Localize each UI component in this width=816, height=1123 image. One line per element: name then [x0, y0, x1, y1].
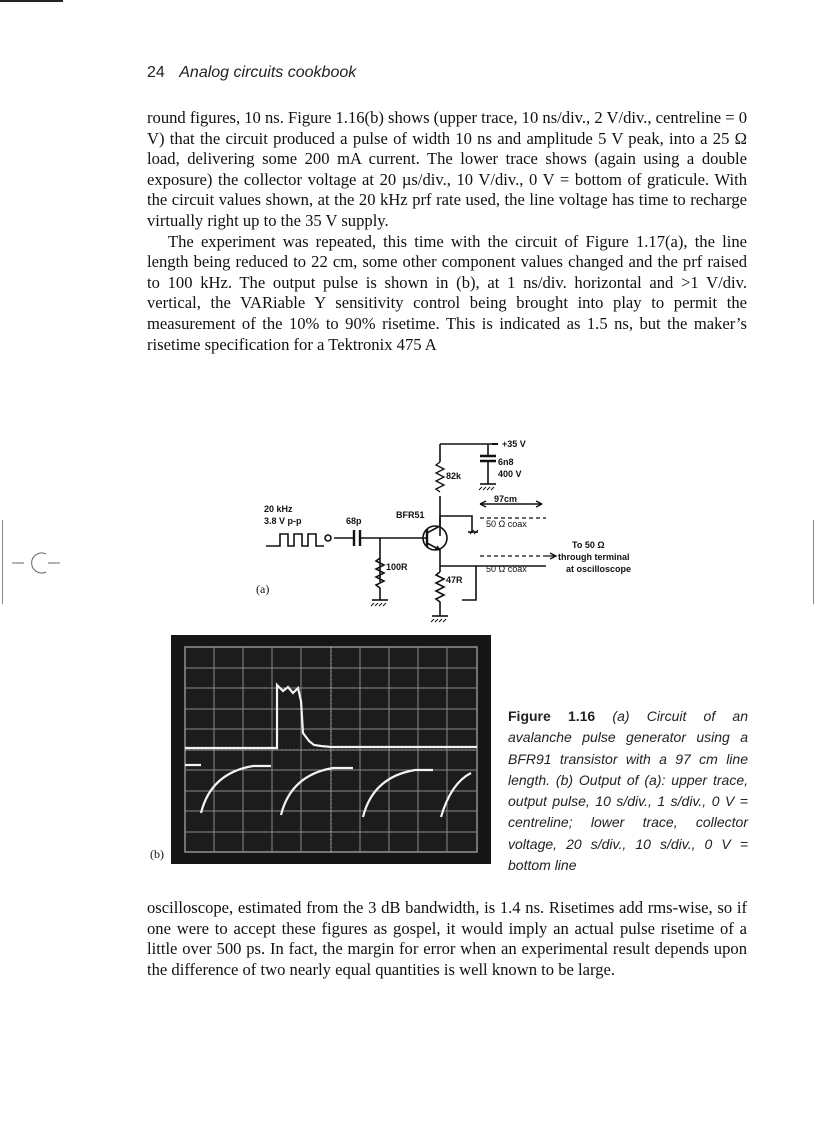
label-r-base: 100R: [386, 562, 408, 572]
circuit-diagram: [236, 432, 666, 628]
crop-line-right: [813, 520, 814, 604]
label-r-emitter: 47R: [446, 575, 463, 585]
label-c-input: 68p: [346, 516, 362, 526]
body-text-top: [147, 108, 747, 355]
label-source-amp: 3.8 V p-p: [264, 516, 302, 526]
label-cap-value: 6n8: [498, 457, 514, 467]
book-title: Analog circuits cookbook: [179, 64, 357, 81]
label-coax-top: 50 Ω coax: [486, 519, 527, 529]
label-output-3: at oscilloscope: [566, 564, 632, 574]
label-output-1: To 50 Ω: [572, 540, 605, 550]
paragraph-3: oscilloscope, estimated from the 3 dB bandwidth, is 1.4 ns. Risetimes add rms-wise, so if one were to accept these figures as gospel, it would imply an actual pulse risetime of a little over 500 ps. In fact, the margin for error when an experimental result depends upon the difference of two nearly equal quantities is well known to be large.: [147, 898, 747, 979]
label-supply: +35 V: [502, 439, 526, 449]
label-source-freq: 20 kHz: [264, 504, 293, 514]
figure-label-a: (a): [256, 582, 270, 596]
figure-caption-text: (a) Circuit of an avalanche pulse generator using a BFR91 transistor with a 97 cm line length. (b) Output of (a): upper trace, output pulse, 10 s/div., 1 s/div., 0 V = centreline; lower trace, collector voltage, 20 s/div., 10 s/div., 0 V = bottom line: [508, 708, 748, 874]
label-output-2: through terminal: [558, 552, 630, 562]
registration-mark: [12, 548, 62, 578]
figure-caption-number: Figure 1.16: [508, 708, 596, 724]
page-number: 24: [147, 64, 165, 81]
paragraph-2: The experiment was repeated, this time with the circuit of Figure 1.17(a), the line length being reduced to 22 cm, some other component values changed and the prf raised to 100 kHz. The output pulse is shown in (b), at 1 ns/div. horizontal and >1 V/div. vertical, the VARiable Y sensitivity control being brought into play to permit the measurement of the 10% to 90% risetime. This is indicated as 1.5 ns, but the maker’s risetime specification for a Tektronix 475 A: [147, 231, 747, 354]
label-coax-bottom: 50 Ω coax: [486, 564, 527, 574]
label-line-length: 97cm: [494, 494, 518, 504]
running-header: [147, 64, 356, 82]
body-text-bottom: [147, 898, 747, 980]
figure-caption: [508, 706, 748, 876]
crop-mark-top-left: [0, 0, 63, 2]
oscilloscope-trace-image: [171, 635, 491, 864]
figure-label-b: (b): [150, 847, 164, 861]
crop-line-left: [2, 520, 3, 604]
label-cap-voltage: 400 V: [498, 469, 522, 479]
paragraph-1: round figures, 10 ns. Figure 1.16(b) shows (upper trace, 10 ns/div., 2 V/div., centreline = 0 V) that the circuit produced a pulse of width 10 ns and amplitude 5 V peak, into a 25 Ω load, delivering some 200 mA current. The lower trace shows (again using a double exposure) the collector voltage at 20 µs/div., 10 V/div., 0 V = bottom of graticule. With the circuit values shown, at the 20 kHz prf rate used, the line voltage has time to recharge virtually right up to the 35 V supply.: [147, 108, 748, 230]
label-r-collector: 82k: [446, 471, 462, 481]
label-transistor: BFR51: [396, 510, 425, 520]
